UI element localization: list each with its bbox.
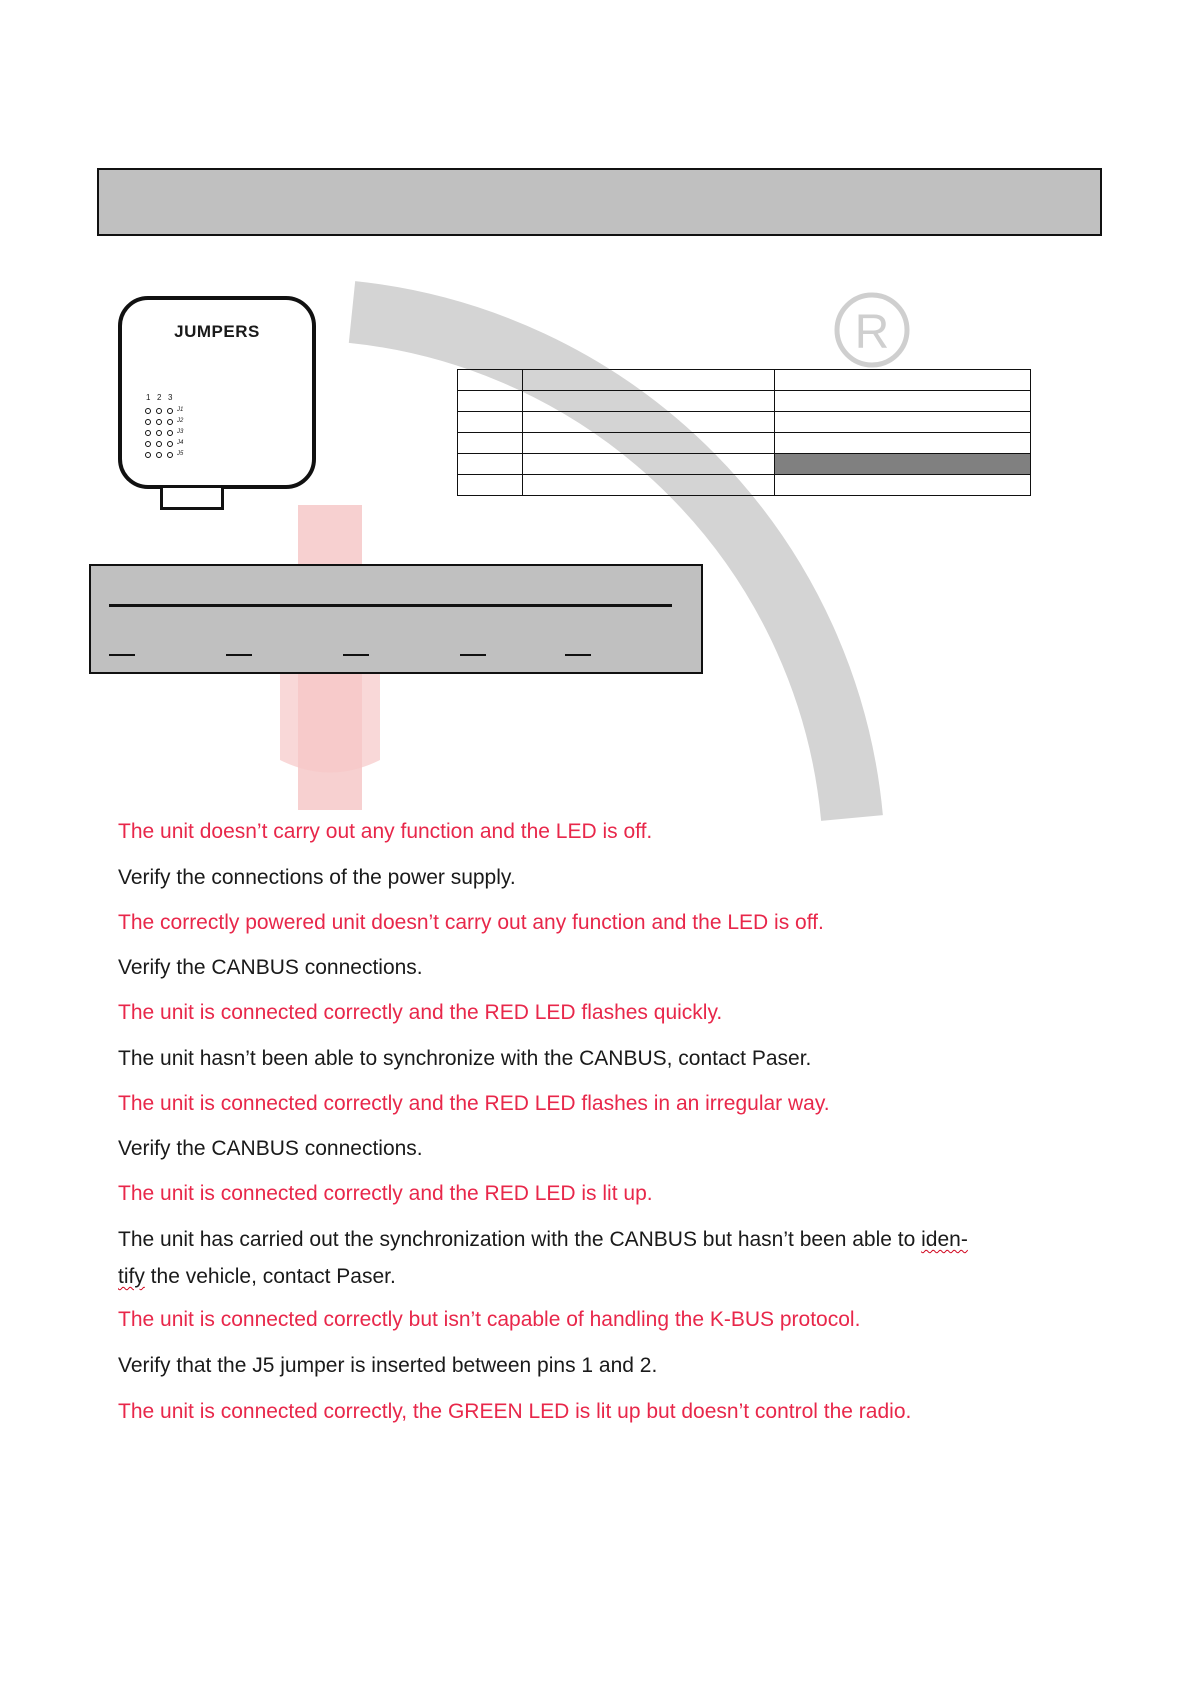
table-row	[458, 433, 1031, 454]
jumper-connector-tab	[160, 488, 224, 510]
table-cell	[458, 412, 523, 433]
jumper-pin	[167, 441, 173, 447]
led-legend-box	[89, 564, 703, 674]
led-legend-dash	[226, 654, 252, 656]
problem-text: The unit is connected correctly but isn’t capable of handling the K-BUS protocol.	[118, 1308, 861, 1331]
jumper-pin	[156, 408, 162, 414]
spellcheck-word: tify	[118, 1265, 145, 1288]
jumper-pin	[156, 452, 162, 458]
table-cell	[458, 433, 523, 454]
solution-text-part: The unit has carried out the synchronization with the CANBUS but hasn’t been able to	[118, 1228, 922, 1251]
jumper-pin	[167, 430, 173, 436]
jumper-pin	[145, 441, 151, 447]
table-cell	[523, 454, 775, 475]
table-cell	[523, 412, 775, 433]
problem-text: The unit is connected correctly and the RED LED flashes quickly.	[118, 1001, 723, 1024]
jumper-pin	[167, 419, 173, 425]
table-row	[458, 475, 1031, 496]
table-cell	[775, 370, 1031, 391]
registered-mark-letter: R	[854, 306, 890, 359]
table-cell	[775, 433, 1031, 454]
table-cell	[523, 433, 775, 454]
table-cell	[775, 391, 1031, 412]
table-cell	[458, 475, 523, 496]
jumper-pin	[145, 408, 151, 414]
problem-text: The unit is connected correctly, the GREEN LED is lit up but doesn’t control the radio.	[118, 1400, 912, 1423]
table-cell	[775, 475, 1031, 496]
problem-text: The unit doesn’t carry out any function and the LED is off.	[118, 820, 653, 843]
jumper-pin	[156, 419, 162, 425]
solution-text: The unit hasn’t been able to synchronize with the CANBUS, contact Paser.	[118, 1047, 812, 1070]
jumper-pin	[156, 430, 162, 436]
jumper-settings-table	[457, 369, 1031, 496]
pin-column-label: 1	[146, 393, 151, 402]
section-header-bar	[97, 168, 1102, 236]
jumper-row-label: J5	[177, 451, 184, 457]
table-row	[458, 412, 1031, 433]
led-legend-dash	[460, 654, 486, 656]
solution-text: Verify the CANBUS connections.	[118, 1137, 423, 1160]
table-cell	[523, 475, 775, 496]
table-cell	[458, 391, 523, 412]
jumper-pin	[145, 430, 151, 436]
table-cell	[458, 454, 523, 475]
jumper-pin	[145, 419, 151, 425]
jumper-diagram	[118, 296, 316, 489]
solution-text-continued	[118, 1265, 396, 1289]
problem-text: The unit is connected correctly and the RED LED is lit up.	[118, 1182, 653, 1205]
led-legend-dash	[109, 654, 135, 656]
table-row	[458, 454, 1031, 475]
solution-text	[118, 1228, 968, 1252]
jumper-row-label: J2	[177, 418, 184, 424]
spellcheck-word: iden-	[921, 1228, 968, 1251]
table-cell	[458, 370, 523, 391]
table-row	[458, 370, 1031, 391]
table-cell	[523, 370, 775, 391]
jumper-row-label: J3	[177, 429, 184, 435]
pin-column-label: 3	[168, 393, 173, 402]
registered-mark-icon	[837, 295, 907, 365]
solution-text: Verify the CANBUS connections.	[118, 956, 423, 979]
problem-text: The unit is connected correctly and the RED LED flashes in an irregular way.	[118, 1092, 830, 1115]
solution-text: Verify the connections of the power supply.	[118, 866, 516, 889]
table-cell	[775, 412, 1031, 433]
pin-column-label: 2	[157, 393, 162, 402]
led-legend-dash	[343, 654, 369, 656]
jumper-row-label: J4	[177, 440, 184, 446]
jumper-pin	[156, 441, 162, 447]
led-legend-rule	[109, 604, 672, 607]
table-cell-shaded	[775, 454, 1031, 475]
table-cell	[523, 391, 775, 412]
jumper-pin	[145, 452, 151, 458]
solution-text: Verify that the J5 jumper is inserted between pins 1 and 2.	[118, 1354, 658, 1377]
jumper-diagram-title: JUMPERS	[174, 322, 260, 341]
solution-text-part: the vehicle, contact Paser.	[144, 1265, 396, 1288]
led-legend-dash	[565, 654, 591, 656]
jumper-pin	[167, 408, 173, 414]
table-row	[458, 391, 1031, 412]
problem-text: The correctly powered unit doesn’t carry out any function and the LED is off.	[118, 911, 824, 934]
jumper-row-label: J1	[177, 407, 184, 413]
jumper-pin	[167, 452, 173, 458]
